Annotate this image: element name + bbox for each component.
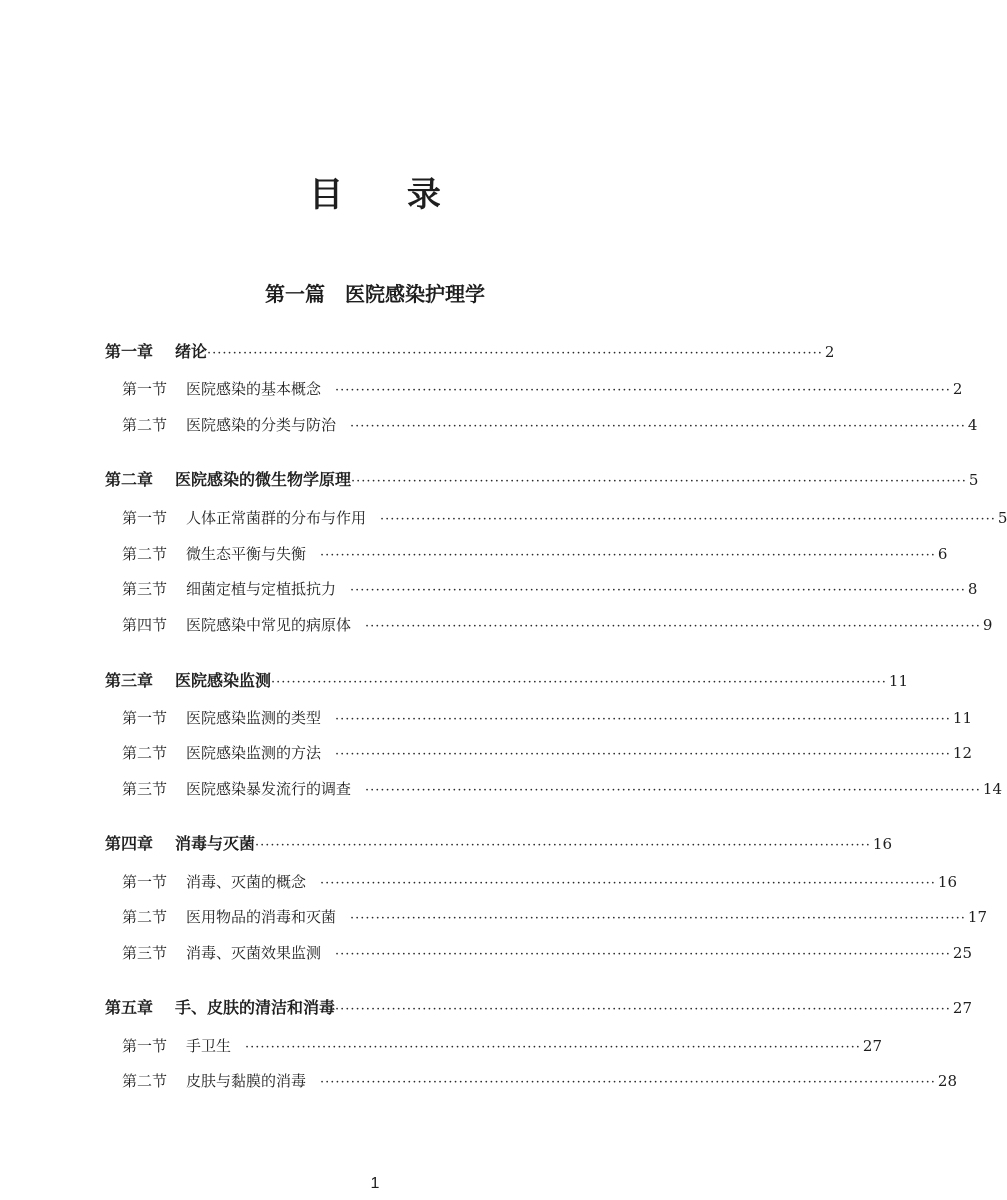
section-number: 第一节 bbox=[122, 509, 168, 527]
toc-section-2-4[interactable] bbox=[122, 610, 993, 640]
section-page: 4 bbox=[967, 416, 978, 434]
section-title: 医院感染监测的类型 bbox=[186, 709, 322, 727]
toc-section-1-2[interactable] bbox=[122, 410, 978, 440]
toc-section-3-3[interactable] bbox=[122, 774, 1002, 804]
section-title: 医院感染的基本概念 bbox=[186, 380, 322, 398]
dot-leader: ························································································································ bbox=[245, 1040, 861, 1055]
section-number: 第一节 bbox=[122, 873, 168, 891]
section-number: 第一节 bbox=[122, 1037, 168, 1055]
dot-leader: ························································································································ bbox=[335, 383, 951, 398]
section-page: 5 bbox=[997, 509, 1007, 527]
chapter-number: 第一章 bbox=[105, 342, 154, 361]
chapter-page: 5 bbox=[968, 471, 979, 489]
chapter-number: 第五章 bbox=[105, 998, 154, 1017]
section-title: 医院感染的分类与防治 bbox=[186, 416, 337, 434]
toc-section-4-3[interactable] bbox=[122, 938, 972, 968]
section-number: 第三节 bbox=[122, 944, 168, 962]
section-number: 第二节 bbox=[122, 545, 168, 563]
toc-section-4-1[interactable] bbox=[122, 867, 957, 897]
section-title: 消毒、灭菌的概念 bbox=[186, 873, 307, 891]
dot-leader: ························································································································ bbox=[365, 619, 981, 634]
dot-leader: ························································································································ bbox=[335, 747, 951, 762]
dot-leader: ························································································································ bbox=[365, 783, 981, 798]
toc-chapter-2[interactable] bbox=[105, 465, 979, 495]
section-title: 皮肤与黏膜的消毒 bbox=[186, 1072, 307, 1090]
chapter-page: 11 bbox=[888, 672, 908, 690]
dot-leader: ························································································································ bbox=[351, 474, 967, 489]
section-page: 17 bbox=[967, 908, 987, 926]
toc-chapter-5[interactable] bbox=[105, 993, 972, 1023]
dot-leader: ························································································································ bbox=[207, 346, 823, 361]
toc-section-3-2[interactable] bbox=[122, 738, 972, 768]
chapter-title: 绪论 bbox=[175, 342, 208, 361]
section-title: 医院感染监测的方法 bbox=[186, 744, 322, 762]
section-page: 6 bbox=[937, 545, 948, 563]
chapter-title: 手、皮肤的清洁和消毒 bbox=[175, 998, 336, 1017]
section-number: 第四节 bbox=[122, 616, 168, 634]
section-number: 第三节 bbox=[122, 780, 168, 798]
section-title: 手卫生 bbox=[186, 1037, 232, 1055]
dot-leader: ························································································································ bbox=[255, 838, 871, 853]
dot-leader: ························································································································ bbox=[271, 675, 887, 690]
toc-chapter-4[interactable] bbox=[105, 829, 892, 859]
section-page: 27 bbox=[862, 1037, 882, 1055]
dot-leader: ························································································································ bbox=[335, 947, 951, 962]
toc-section-5-2[interactable] bbox=[122, 1066, 957, 1096]
toc-section-4-2[interactable] bbox=[122, 902, 987, 932]
dot-leader: ························································································································ bbox=[350, 911, 966, 926]
section-page: 11 bbox=[952, 709, 972, 727]
page-number: 1 bbox=[370, 1175, 380, 1192]
section-number: 第一节 bbox=[122, 380, 168, 398]
toc-section-1-1[interactable] bbox=[122, 374, 963, 404]
chapter-page: 2 bbox=[824, 343, 835, 361]
section-title: 细菌定植与定植抵抗力 bbox=[186, 580, 337, 598]
dot-leader: ························································································································ bbox=[335, 1002, 951, 1017]
chapter-page: 27 bbox=[952, 999, 972, 1017]
section-number: 第二节 bbox=[122, 744, 168, 762]
dot-leader: ························································································································ bbox=[320, 1075, 936, 1090]
section-page: 14 bbox=[982, 780, 1002, 798]
chapter-number: 第三章 bbox=[105, 671, 154, 690]
section-title: 医用物品的消毒和灭菌 bbox=[186, 908, 337, 926]
section-title: 医院感染暴发流行的调查 bbox=[186, 780, 352, 798]
chapter-title: 医院感染的微生物学原理 bbox=[175, 470, 352, 489]
page-title: 目 录 bbox=[309, 175, 467, 215]
toc-section-5-1[interactable] bbox=[122, 1031, 882, 1061]
section-number: 第二节 bbox=[122, 416, 168, 434]
section-page: 8 bbox=[967, 580, 978, 598]
toc-section-2-1[interactable] bbox=[122, 503, 1007, 533]
section-number: 第二节 bbox=[122, 1072, 168, 1090]
section-title: 人体正常菌群的分布与作用 bbox=[186, 509, 367, 527]
toc-section-2-3[interactable] bbox=[122, 574, 978, 604]
chapter-title: 医院感染监测 bbox=[175, 671, 272, 690]
chapter-number: 第二章 bbox=[105, 470, 154, 489]
section-number: 第二节 bbox=[122, 908, 168, 926]
section-title: 微生态平衡与失衡 bbox=[186, 545, 307, 563]
chapter-number: 第四章 bbox=[105, 834, 154, 853]
section-page: 12 bbox=[952, 744, 972, 762]
toc-section-2-2[interactable] bbox=[122, 539, 948, 569]
section-title: 消毒、灭菌效果监测 bbox=[186, 944, 322, 962]
toc-section-3-1[interactable] bbox=[122, 703, 972, 733]
section-page: 28 bbox=[937, 1072, 957, 1090]
section-number: 第三节 bbox=[122, 580, 168, 598]
section-page: 9 bbox=[982, 616, 993, 634]
section-page: 25 bbox=[952, 944, 972, 962]
dot-leader: ························································································································ bbox=[350, 419, 966, 434]
section-page: 2 bbox=[952, 380, 963, 398]
dot-leader: ························································································································ bbox=[350, 583, 966, 598]
chapter-page: 16 bbox=[872, 835, 892, 853]
section-number: 第一节 bbox=[122, 709, 168, 727]
section-page: 16 bbox=[937, 873, 957, 891]
dot-leader: ························································································································ bbox=[380, 512, 996, 527]
dot-leader: ························································································································ bbox=[335, 712, 951, 727]
section-title: 医院感染中常见的病原体 bbox=[186, 616, 352, 634]
part-title: 第一篇 医院感染护理学 bbox=[265, 282, 485, 306]
dot-leader: ························································································································ bbox=[320, 876, 936, 891]
toc-chapter-3[interactable] bbox=[105, 666, 908, 696]
dot-leader: ························································································································ bbox=[320, 548, 936, 563]
chapter-title: 消毒与灭菌 bbox=[175, 834, 256, 853]
toc-chapter-1[interactable] bbox=[105, 337, 835, 367]
